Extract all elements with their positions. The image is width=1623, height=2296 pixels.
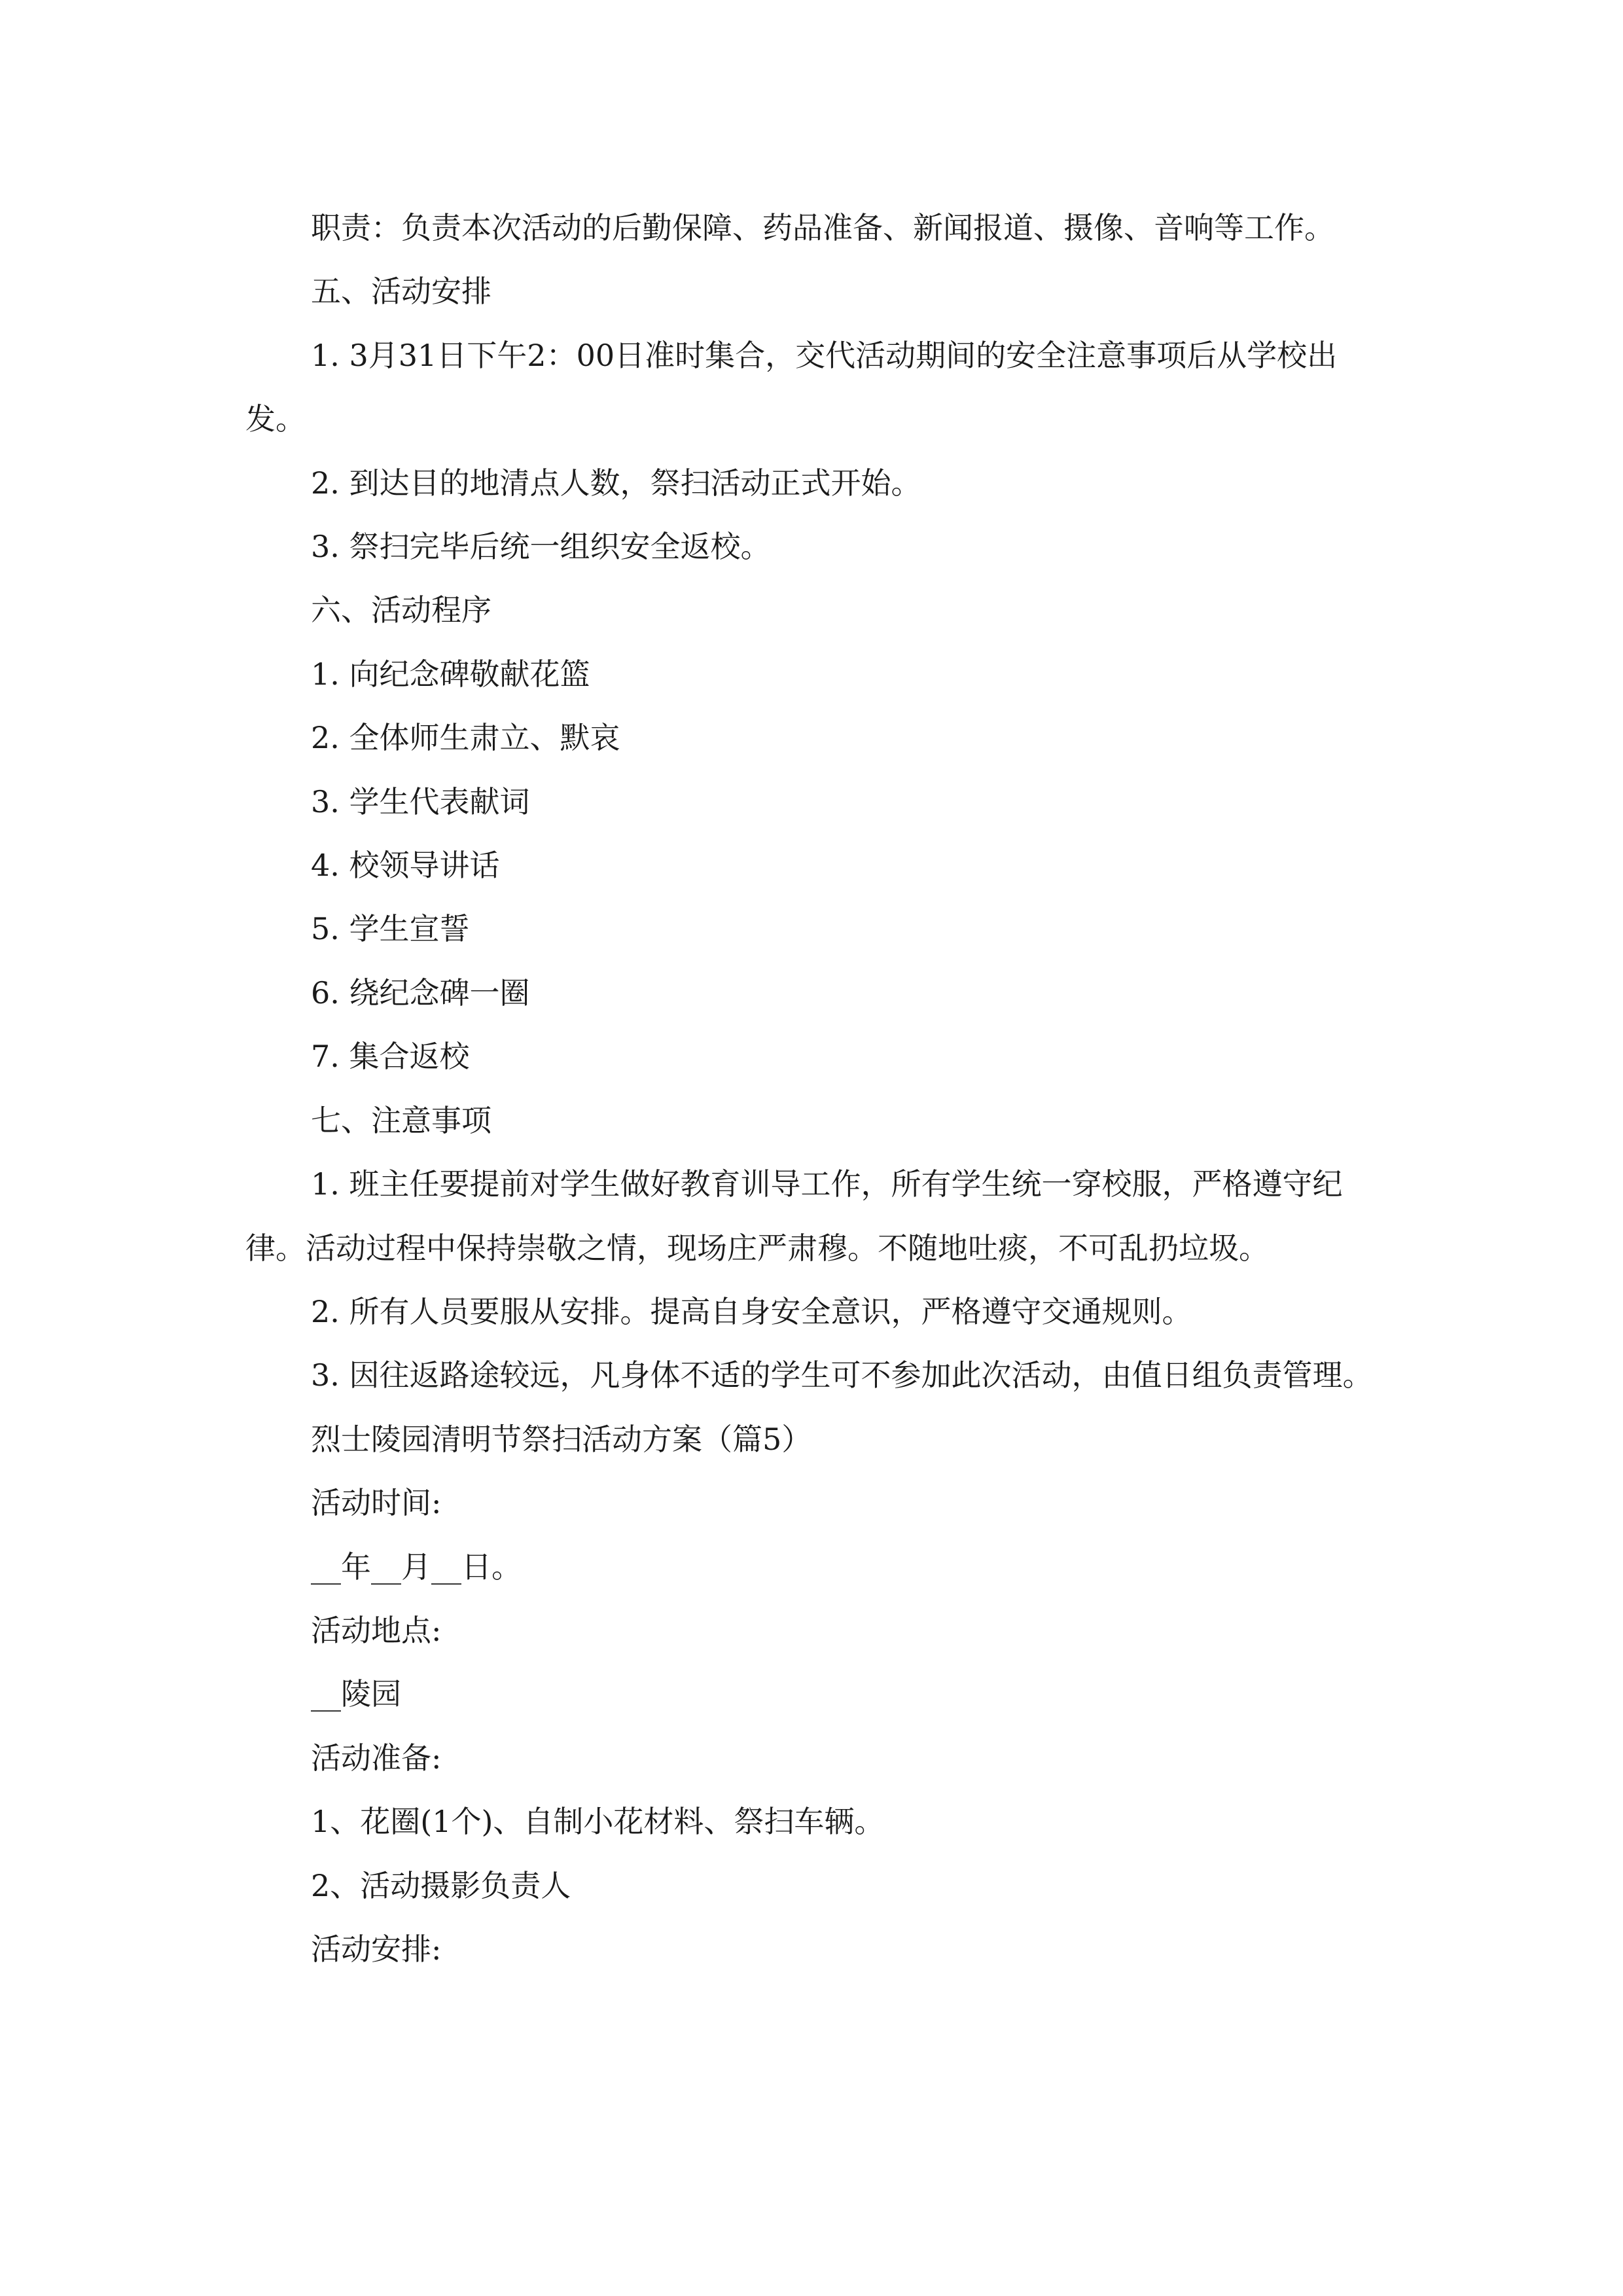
paragraph-procedure-6: 6. 绕纪念碑一圈 (311, 975, 530, 1011)
value-activity-time: __年__月__日。 (311, 1549, 522, 1585)
paragraph-arrangement-2: 2. 到达目的地清点人数，祭扫活动正式开始。 (311, 465, 921, 501)
label-activity-arrangement: 活动安排: (311, 1931, 442, 1967)
section-title-part5: 烈士陵园清明节祭扫活动方案（篇5） (311, 1421, 812, 1457)
heading-activity-procedure: 六、活动程序 (311, 592, 491, 628)
paragraph-procedure-2: 2. 全体师生肃立、默哀 (311, 720, 620, 756)
heading-notes: 七、注意事项 (311, 1102, 491, 1138)
paragraph-procedure-5: 5. 学生宣誓 (311, 911, 470, 947)
paragraph-preparation-2: 2、活动摄影负责人 (311, 1867, 571, 1903)
heading-activity-arrangement: 五、活动安排 (311, 274, 491, 310)
paragraph-procedure-3: 3. 学生代表献词 (311, 783, 530, 819)
paragraph-arrangement-3: 3. 祭扫完毕后统一组织安全返校。 (311, 529, 771, 565)
paragraph-procedure-1: 1. 向纪念碑敬献花篮 (311, 656, 590, 692)
paragraph-preparation-1: 1、花圈(1个)、自制小花材料、祭扫车辆。 (311, 1804, 885, 1840)
paragraph-duties: 职责：负责本次活动的后勤保障、药品准备、新闻报道、摄像、音响等工作。 (311, 210, 1334, 245)
label-activity-location: 活动地点: (311, 1612, 442, 1648)
paragraph-notes-2: 2. 所有人员要服从安排。提高自身安全意识，严格遵守交通规则。 (311, 1293, 1192, 1329)
paragraph-procedure-7: 7. 集合返校 (311, 1039, 470, 1075)
paragraph-notes-1: 1. 班主任要提前对学生做好教育训导工作，所有学生统一穿校服，严格遵守纪律。活动过程中保持崇敬之情，现场庄严肃穆。不随地吐痰，不可乱扔垃圾。 (245, 1166, 1343, 1266)
value-activity-location: __陵园 (311, 1676, 401, 1712)
label-activity-time: 活动时间: (311, 1485, 442, 1521)
paragraph-notes-3: 3. 因往返路途较远，凡身体不适的学生可不参加此次活动，由值日组负责管理。 (311, 1357, 1373, 1393)
label-activity-preparation: 活动准备: (311, 1740, 442, 1776)
paragraph-procedure-4: 4. 校领导讲话 (311, 848, 500, 884)
paragraph-arrangement-1: 1. 3月31日下午2：00日准时集合，交代活动期间的安全注意事项后从学校出发。 (245, 337, 1338, 437)
document-body (245, 196, 1391, 1981)
